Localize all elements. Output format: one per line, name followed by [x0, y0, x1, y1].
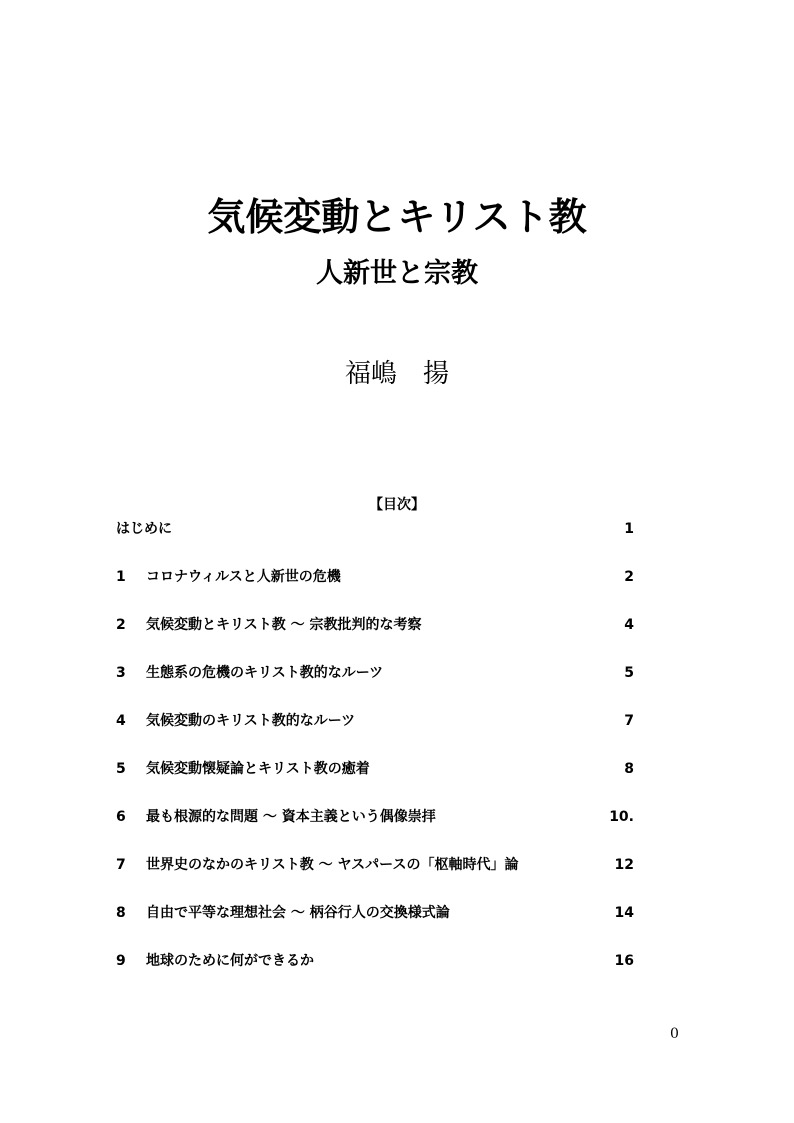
toc-entry-number: 6: [116, 809, 126, 825]
toc-entry-number: 1: [116, 569, 126, 585]
toc-entry[interactable]: [116, 614, 634, 662]
toc-entry-page: 4: [624, 617, 634, 633]
toc-entry-page: 2: [624, 569, 634, 585]
toc-entry-label: コロナウィルスと人新世の危機: [146, 569, 341, 585]
toc-entry-page: 1: [624, 521, 634, 537]
toc-entry-page: 14: [614, 905, 634, 921]
toc-entry-label: 自由で平等な理想社会 ～ 柄谷行人の交換様式論: [146, 905, 450, 921]
toc-entry-page: 8: [624, 761, 634, 777]
toc-entry-label: 気候変動懐疑論とキリスト教の癒着: [146, 761, 370, 777]
toc-entry-label: 生態系の危機のキリスト教的なルーツ: [146, 665, 384, 681]
toc-entry-page: 5: [624, 665, 634, 681]
toc-entry-number: 3: [116, 665, 126, 681]
author-name: 福嶋 揚: [344, 359, 449, 389]
toc-entry-label: 気候変動のキリスト教的なルーツ: [146, 713, 356, 729]
toc-entry[interactable]: [116, 950, 634, 998]
toc-heading: 【目次】: [369, 497, 425, 513]
toc-entry-page: 12: [614, 857, 634, 873]
toc-entry-number: 7: [116, 857, 126, 873]
page-number: 0: [670, 1026, 679, 1042]
document-subtitle: 人新世と宗教: [316, 258, 478, 289]
toc-entry-number: 4: [116, 713, 126, 729]
document-title: 気候変動とキリスト教: [207, 195, 587, 239]
toc-entry[interactable]: [116, 806, 634, 854]
toc-entry-intro[interactable]: [116, 518, 634, 566]
toc-entry-page: 10.: [609, 809, 634, 825]
toc-entry-label: 地球のために何ができるか: [146, 953, 314, 969]
toc-entry[interactable]: [116, 662, 634, 710]
toc-entry-page: 7: [624, 713, 634, 729]
toc-entry-label: 世界史のなかのキリスト教 ～ ヤスパースの「枢軸時代」論: [146, 857, 519, 873]
toc-entry-label: はじめに: [116, 521, 172, 537]
toc-entry-number: 5: [116, 761, 126, 777]
toc-entry-label: 最も根源的な問題 ～ 資本主義という偶像崇拝: [146, 809, 436, 825]
toc-entry-label: 気候変動とキリスト教 ～ 宗教批判的な考察: [146, 617, 422, 633]
toc-entry[interactable]: [116, 710, 634, 758]
toc-entry[interactable]: [116, 566, 634, 614]
toc-entry-page: 16: [614, 953, 634, 969]
toc-entry[interactable]: [116, 758, 634, 806]
toc-entry[interactable]: [116, 902, 634, 950]
toc-entry-number: 9: [116, 953, 126, 969]
table-of-contents: [116, 518, 634, 998]
toc-entry[interactable]: [116, 854, 634, 902]
toc-entry-number: 8: [116, 905, 126, 921]
toc-entry-number: 2: [116, 617, 126, 633]
